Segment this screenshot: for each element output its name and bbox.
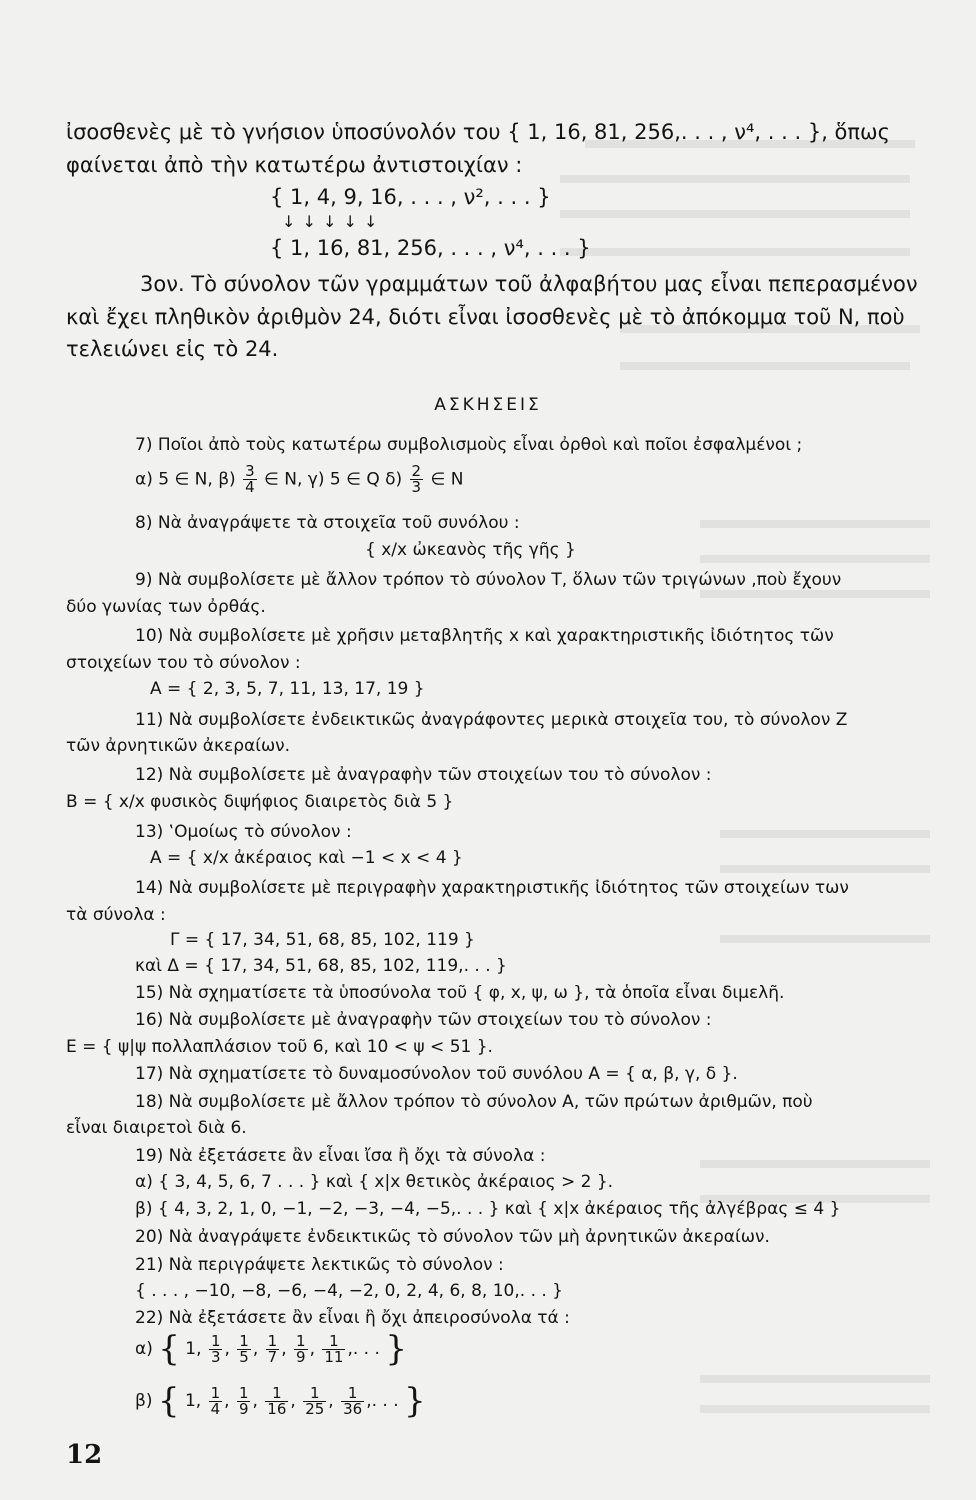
paragraph-third-line-2: καὶ ἔχει πληθικὸν ἀριθμὸν 24, διότι εἶναι ἰσοσθενὲς μὲ τὸ ἀπόκομμα τοῦ Ν, ποὺ [66,305,905,329]
exercise-12-line-1: 12) Νὰ συμβολίσετε μὲ ἀναγραφὴν τῶν στοιχείων του τὸ σύνολον : [135,765,712,785]
exercise-13-line-1: 13) ‛Ομοίως τὸ σύνολον : [135,822,352,842]
intro-line-2: φαίνεται ἀπὸ τὴν κατωτέρω ἀντιστοιχίαν : [66,153,523,177]
exercise-22-line-1: 22) Νὰ ἐξετάσετε ἂν εἶναι ἢ ὄχι ἀπειροσύνολα τά : [135,1308,570,1328]
exercise-16-set: Ε = { ψ|ψ πολλαπλάσιον τοῦ 6, καὶ 10 < ψ < 51 }. [66,1037,493,1057]
exercise-14-line-1: 14) Νὰ συμβολίσετε μὲ περιγραφὴν χαρακτηριστικῆς ἰδιότητος τῶν στοιχείων των [135,878,849,898]
exercise-8-set: { x/x ὠκεανὸς τῆς γῆς } [365,540,576,560]
exercise-19-a: α) { 3, 4, 5, 6, 7 . . . } καὶ { x|x θετικὸς ἀκέραιος > 2 }. [135,1172,614,1192]
fraction-1-4: $\frac{1}{4}$ [210,1383,221,1418]
paragraph-third-line-3: τελειώνει εἰς τὸ 24. [66,337,279,361]
fraction-1-5: $\frac{1}{5}$ [239,1331,249,1366]
first-term: 1 [185,1339,197,1359]
exercise-20: 20) Νὰ ἀναγράψετε ἐνδεικτικῶς τὸ σύνολον τῶν μὴ ἀρνητικῶν ἀκεραίων. [135,1227,770,1247]
ellipsis: . . . [371,1391,399,1411]
exercise-7-b-tail: ∈ Ν, γ) 5 ∈ Q δ) [264,469,403,490]
fraction-1-25: $\frac{1}{25}$ [305,1383,325,1418]
exercise-10-line-2: στοιχείων του τὸ σύνολον : [66,653,301,673]
exercise-8: 8) Νὰ ἀναγράψετε τὰ στοιχεῖα τοῦ συνόλου : [135,513,520,533]
fraction-1-7: $\frac{1}{7}$ [267,1331,278,1366]
exercise-7: 7) Ποῖοι ἀπὸ τοὺς κατωτέρω συμβολισμοὺς εἶναι ὀρθοὶ καὶ ποῖοι ἐσφαλμένοι ; [135,435,803,455]
exercise-18-line-2: εἶναι διαιρετοὶ διὰ 6. [66,1118,247,1138]
page-number: 12 [66,1440,103,1470]
first-term: 1 [184,1391,196,1411]
exercise-22-a: α) { 1, $\frac{1}{3}$ , $\frac{1}{5}$ , $\frac{1}{7}$ , $\frac{1}{9}$ , $\frac{1}{11}$ ,. . . } [135,1329,407,1369]
exercise-10-line-1: 10) Νὰ συμβολίσετε μὲ χρῆσιν μεταβλητῆς x καὶ χαρακτηριστικῆς ἰδιότητος τῶν [135,626,834,646]
fraction-1-9: $\frac{1}{9}$ [296,1331,306,1366]
exercise-10-set: Α = { 2, 3, 5, 7, 11, 13, 17, 19 } [150,679,425,699]
exercise-9-line-1: 9) Νὰ συμβολίσετε μὲ ἄλλον τρόπον τὸ σύνολον Τ, ὅλων τῶν τριγώνων ,ποὺ ἔχουν [135,570,842,590]
paragraph-third-line-1: 3ον. Τὸ σύνολον τῶν γραμμάτων τοῦ ἀλφαβήτου μας εἶναι πεπερασμένον [140,272,918,296]
correspondence-top-set: { 1, 4, 9, 16, . . . , ν², . . . } [270,185,551,209]
exercise-14-line-2: τὰ σύνολα : [66,905,166,925]
exercise-21-line-1: 21) Νὰ περιγράψετε λεκτικῶς τὸ σύνολον : [135,1255,504,1275]
fraction-1-3: $\frac{1}{3}$ [210,1331,221,1366]
fraction-1-9: $\frac{1}{9}$ [238,1383,249,1418]
exercise-7-a: α) 5 ∈ Ν, β) [135,469,236,490]
exercise-7-d-tail: ∈ Ν [430,469,464,490]
intro-line-1: ἰσοσθενὲς μὲ τὸ γνήσιον ὑποσύνολόν του { 1, 16, 81, 256,. . . , ν⁴, . . . }, ὅπως [66,120,890,144]
exercise-14-set-delta: καὶ Δ = { 17, 34, 51, 68, 85, 102, 119,. . . } [135,956,507,976]
exercise-22-b-label: β) [135,1391,153,1411]
exercises-heading: ΑΣΚΗΣΕΙΣ [434,395,542,415]
fraction-1-16: $\frac{1}{16}$ [267,1383,287,1418]
exercise-16-line-1: 16) Νὰ συμβολίσετε μὲ ἀναγραφὴν τῶν στοιχείων του τὸ σύνολον : [135,1010,712,1030]
exercise-11-line-1: 11) Νὰ συμβολίσετε ἐνδεικτικῶς ἀναγράφοντες μερικὰ στοιχεῖα του, τὸ σύνολον Ζ [135,710,848,730]
exercise-22-a-label: α) [135,1339,153,1359]
exercise-15: 15) Νὰ σχηματίσετε τὰ ὑποσύνολα τοῦ { φ, x, ψ, ω }, τὰ ὁποῖα εἶναι διμελῆ. [135,983,785,1003]
exercise-19-line-1: 19) Νὰ ἐξετάσετε ἂν εἶναι ἴσα ἢ ὄχι τὰ σύνολα : [135,1146,546,1166]
fraction-2-3: $\frac{2}{3}$ [411,462,422,496]
exercise-17: 17) Νὰ σχηματίσετε τὸ δυναμοσύνολον τοῦ συνόλου Α = { α, β, γ, δ }. [135,1064,738,1084]
correspondence-arrows: ↓ ↓ ↓ ↓ ↓ [282,212,379,231]
exercise-9-line-2: δύο γωνίας των ὀρθάς. [66,597,266,617]
exercise-18-line-1: 18) Νὰ συμβολίσετε μὲ ἄλλον τρόπον τὸ σύνολον Α, τῶν πρώτων ἀριθμῶν, ποὺ [135,1092,813,1112]
exercise-7-options [135,464,463,495]
exercise-21-set: { . . . , −10, −8, −6, −4, −2, 0, 2, 4, 6, 8, 10,. . . } [135,1281,563,1301]
fraction-1-11: $\frac{1}{11}$ [324,1331,344,1366]
exercise-14-set-gamma: Γ = { 17, 34, 51, 68, 85, 102, 119 } [170,930,475,950]
exercise-11-line-2: τῶν ἀρνητικῶν ἀκεραίων. [66,736,291,756]
correspondence-bottom-set: { 1, 16, 81, 256, . . . , ν⁴, . . . } [270,236,591,260]
fraction-1-36: $\frac{1}{36}$ [343,1383,363,1418]
fraction-3-4: $\frac{3}{4}$ [245,462,255,496]
ellipsis: . . . [352,1339,380,1359]
exercise-22-b: β) { 1, $\frac{1}{4}$ , $\frac{1}{9}$ , $\frac{1}{16}$ , $\frac{1}{25}$ , $\frac{1}{36}$ ,. . . } [135,1381,426,1421]
exercise-19-b: β) { 4, 3, 2, 1, 0, −1, −2, −3, −4, −5,. . . } καὶ { x|x ἀκέραιος τῆς ἀλγέβρας ≤ 4 } [135,1199,841,1219]
exercise-12-set: Β = { x/x φυσικὸς διψήφιος διαιρετὸς διὰ 5 } [66,792,454,812]
exercise-13-set: Α = { x/x ἀκέραιος καὶ −1 < x < 4 } [150,848,463,868]
